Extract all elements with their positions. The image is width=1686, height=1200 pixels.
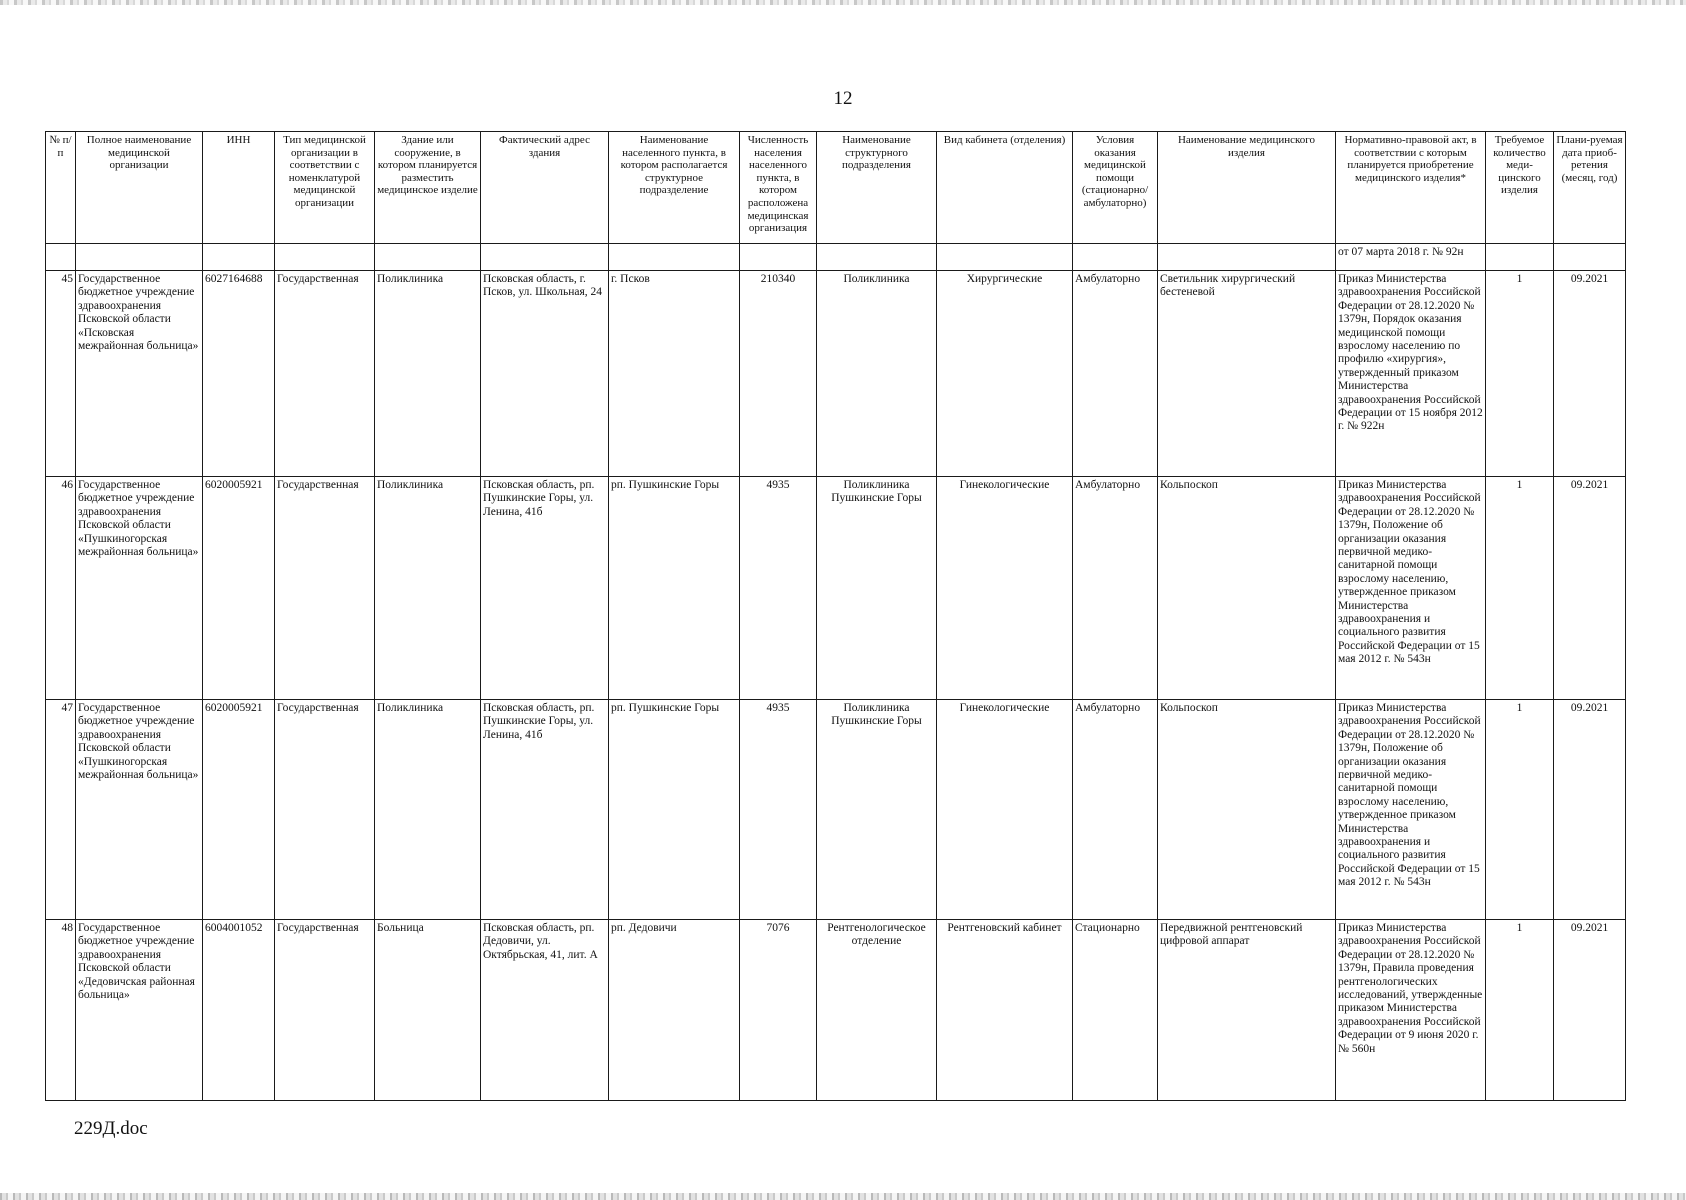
header-org: Полное наименование медицинской организации (76, 132, 203, 244)
header-num: № п/п (46, 132, 76, 244)
table-header-row (46, 132, 1626, 244)
cell-population: 4935 (740, 477, 817, 700)
cell-act: Приказ Министерства здравоохранения Российской Федерации от 28.12.2020 № 1379н, Порядок оказания медицинской помощи взрослому населению по профилю «хирургия», утвержденный приказом Министерства здравоохранения Российской Федерации от 15 ноября 2012 г. № 922н (1336, 271, 1486, 477)
header-address: Фактический адрес здания (481, 132, 609, 244)
cell-address: Псковская область, рп. Пушкинские Горы, ул. Ленина, 41б (481, 477, 609, 700)
scan-edge-top (0, 0, 1686, 5)
cell-type: Государственная (275, 271, 375, 477)
cell-type: Государственная (275, 477, 375, 700)
cell-conditions: Стационарно (1073, 920, 1158, 1101)
cell-org: Государственное бюджетное учреждение здравоохранения Псковской области «Пушкиногорская межрайонная больница» (76, 477, 203, 700)
header-act: Нормативно-правовой акт, в соответствии с которым планируется приобретение медицинского изделия* (1336, 132, 1486, 244)
cell-empty (1073, 244, 1158, 271)
cell-conditions: Амбулаторно (1073, 477, 1158, 700)
cell-empty (46, 244, 76, 271)
cell-num: 46 (46, 477, 76, 700)
cell-locality: г. Псков (609, 271, 740, 477)
cell-building: Поликлиника (375, 477, 481, 700)
header-qty: Требуемое количество меди-цинского изделия (1486, 132, 1554, 244)
cell-act-continuation: от 07 марта 2018 г. № 92н (1336, 244, 1486, 271)
cell-locality: рп. Пушкинские Горы (609, 700, 740, 920)
continuation-row (46, 244, 1626, 271)
cell-unit: Поликлиника Пушкинские Горы (817, 477, 937, 700)
cell-num: 45 (46, 271, 76, 477)
cell-inn: 6020005921 (203, 700, 275, 920)
cell-address: Псковская область, г. Псков, ул. Школьная, 24 (481, 271, 609, 477)
header-inn: ИНН (203, 132, 275, 244)
cell-building: Больница (375, 920, 481, 1101)
cell-inn: 6020005921 (203, 477, 275, 700)
footer-filename: 229Д.doc (74, 1118, 148, 1139)
equipment-table (45, 131, 1626, 1101)
header-unit: Наименование структурного подразделения (817, 132, 937, 244)
table-row (46, 477, 1626, 700)
cell-population: 7076 (740, 920, 817, 1101)
header-building: Здание или сооружение, в котором планируется разместить медицинское изделие (375, 132, 481, 244)
header-type: Тип медицинской организации в соответствии с номенклатурой медицинской организации (275, 132, 375, 244)
cell-unit: Рентгенологическое отделение (817, 920, 937, 1101)
cell-num: 47 (46, 700, 76, 920)
cell-device: Кольпоскоп (1158, 700, 1336, 920)
cell-date: 09.2021 (1554, 700, 1626, 920)
cell-address: Псковская область, рп. Дедовичи, ул. Октябрьская, 41, лит. А (481, 920, 609, 1101)
cell-empty (203, 244, 275, 271)
cell-empty (937, 244, 1073, 271)
cell-qty: 1 (1486, 271, 1554, 477)
cell-locality: рп. Пушкинские Горы (609, 477, 740, 700)
cell-date: 09.2021 (1554, 920, 1626, 1101)
cell-empty (740, 244, 817, 271)
scan-edge-bottom (0, 1193, 1686, 1200)
header-date: Плани-руемая дата приоб-ретения (месяц, год) (1554, 132, 1626, 244)
cell-cabinet: Рентгеновский кабинет (937, 920, 1073, 1101)
cell-unit: Поликлиника (817, 271, 937, 477)
cell-inn: 6027164688 (203, 271, 275, 477)
cell-population: 210340 (740, 271, 817, 477)
cell-empty (1158, 244, 1336, 271)
cell-address: Псковская область, рп. Пушкинские Горы, ул. Ленина, 41б (481, 700, 609, 920)
cell-empty (1486, 244, 1554, 271)
cell-qty: 1 (1486, 920, 1554, 1101)
cell-empty (275, 244, 375, 271)
table-row (46, 700, 1626, 920)
header-locality: Наименование населенного пункта, в котором располагается структурное подразделение (609, 132, 740, 244)
cell-inn: 6004001052 (203, 920, 275, 1101)
cell-device: Кольпоскоп (1158, 477, 1336, 700)
page-number: 12 (833, 88, 853, 109)
cell-cabinet: Гинекологические (937, 700, 1073, 920)
cell-locality: рп. Дедовичи (609, 920, 740, 1101)
cell-empty (76, 244, 203, 271)
cell-empty (817, 244, 937, 271)
cell-type: Государственная (275, 920, 375, 1101)
cell-qty: 1 (1486, 477, 1554, 700)
cell-cabinet: Гинекологические (937, 477, 1073, 700)
cell-cabinet: Хирургические (937, 271, 1073, 477)
cell-act: Приказ Министерства здравоохранения Российской Федерации от 28.12.2020 № 1379н, Положение об организации оказания первичной медико-санитарной помощи взрослому населению, утвержденное приказом Министерства здравоохранения и социального развития Российской Федерации от 15 мая 2012 г. № 543н (1336, 477, 1486, 700)
cell-qty: 1 (1486, 700, 1554, 920)
cell-building: Поликлиника (375, 271, 481, 477)
cell-date: 09.2021 (1554, 271, 1626, 477)
cell-org: Государственное бюджетное учреждение здравоохранения Псковской области «Дедовичская районная больница» (76, 920, 203, 1101)
cell-conditions: Амбулаторно (1073, 271, 1158, 477)
cell-population: 4935 (740, 700, 817, 920)
cell-date: 09.2021 (1554, 477, 1626, 700)
header-device: Наименование медицинского изделия (1158, 132, 1336, 244)
header-conditions: Условия оказания медицинской помощи (стационарно/ амбулаторно) (1073, 132, 1158, 244)
cell-num: 48 (46, 920, 76, 1101)
cell-type: Государственная (275, 700, 375, 920)
cell-device: Передвижной рентгеновский цифровой аппарат (1158, 920, 1336, 1101)
cell-org: Государственное бюджетное учреждение здравоохранения Псковской области «Пушкиногорская межрайонная больница» (76, 700, 203, 920)
table-row (46, 271, 1626, 477)
cell-empty (375, 244, 481, 271)
cell-device: Светильник хирургический бестеневой (1158, 271, 1336, 477)
header-cabinet: Вид кабинета (отделения) (937, 132, 1073, 244)
cell-empty (609, 244, 740, 271)
cell-building: Поликлиника (375, 700, 481, 920)
cell-act: Приказ Министерства здравоохранения Российской Федерации от 28.12.2020 № 1379н, Правила проведения рентгенологических исследований, утвержденные приказом Министерства здравоохранения Российской Федерации от 9 июня 2020 г. № 560н (1336, 920, 1486, 1101)
cell-act: Приказ Министерства здравоохранения Российской Федерации от 28.12.2020 № 1379н, Положение об организации оказания первичной медико-санитарной помощи взрослому населению, утвержденное приказом Министерства здравоохранения и социального развития Российской Федерации от 15 мая 2012 г. № 543н (1336, 700, 1486, 920)
cell-empty (1554, 244, 1626, 271)
cell-conditions: Амбулаторно (1073, 700, 1158, 920)
cell-empty (481, 244, 609, 271)
header-population: Численность населения населенного пункта, в котором расположена медицинская организация (740, 132, 817, 244)
table-row (46, 920, 1626, 1101)
cell-unit: Поликлиника Пушкинские Горы (817, 700, 937, 920)
cell-org: Государственное бюджетное учреждение здравоохранения Псковской области «Псковская межрайонная больница» (76, 271, 203, 477)
